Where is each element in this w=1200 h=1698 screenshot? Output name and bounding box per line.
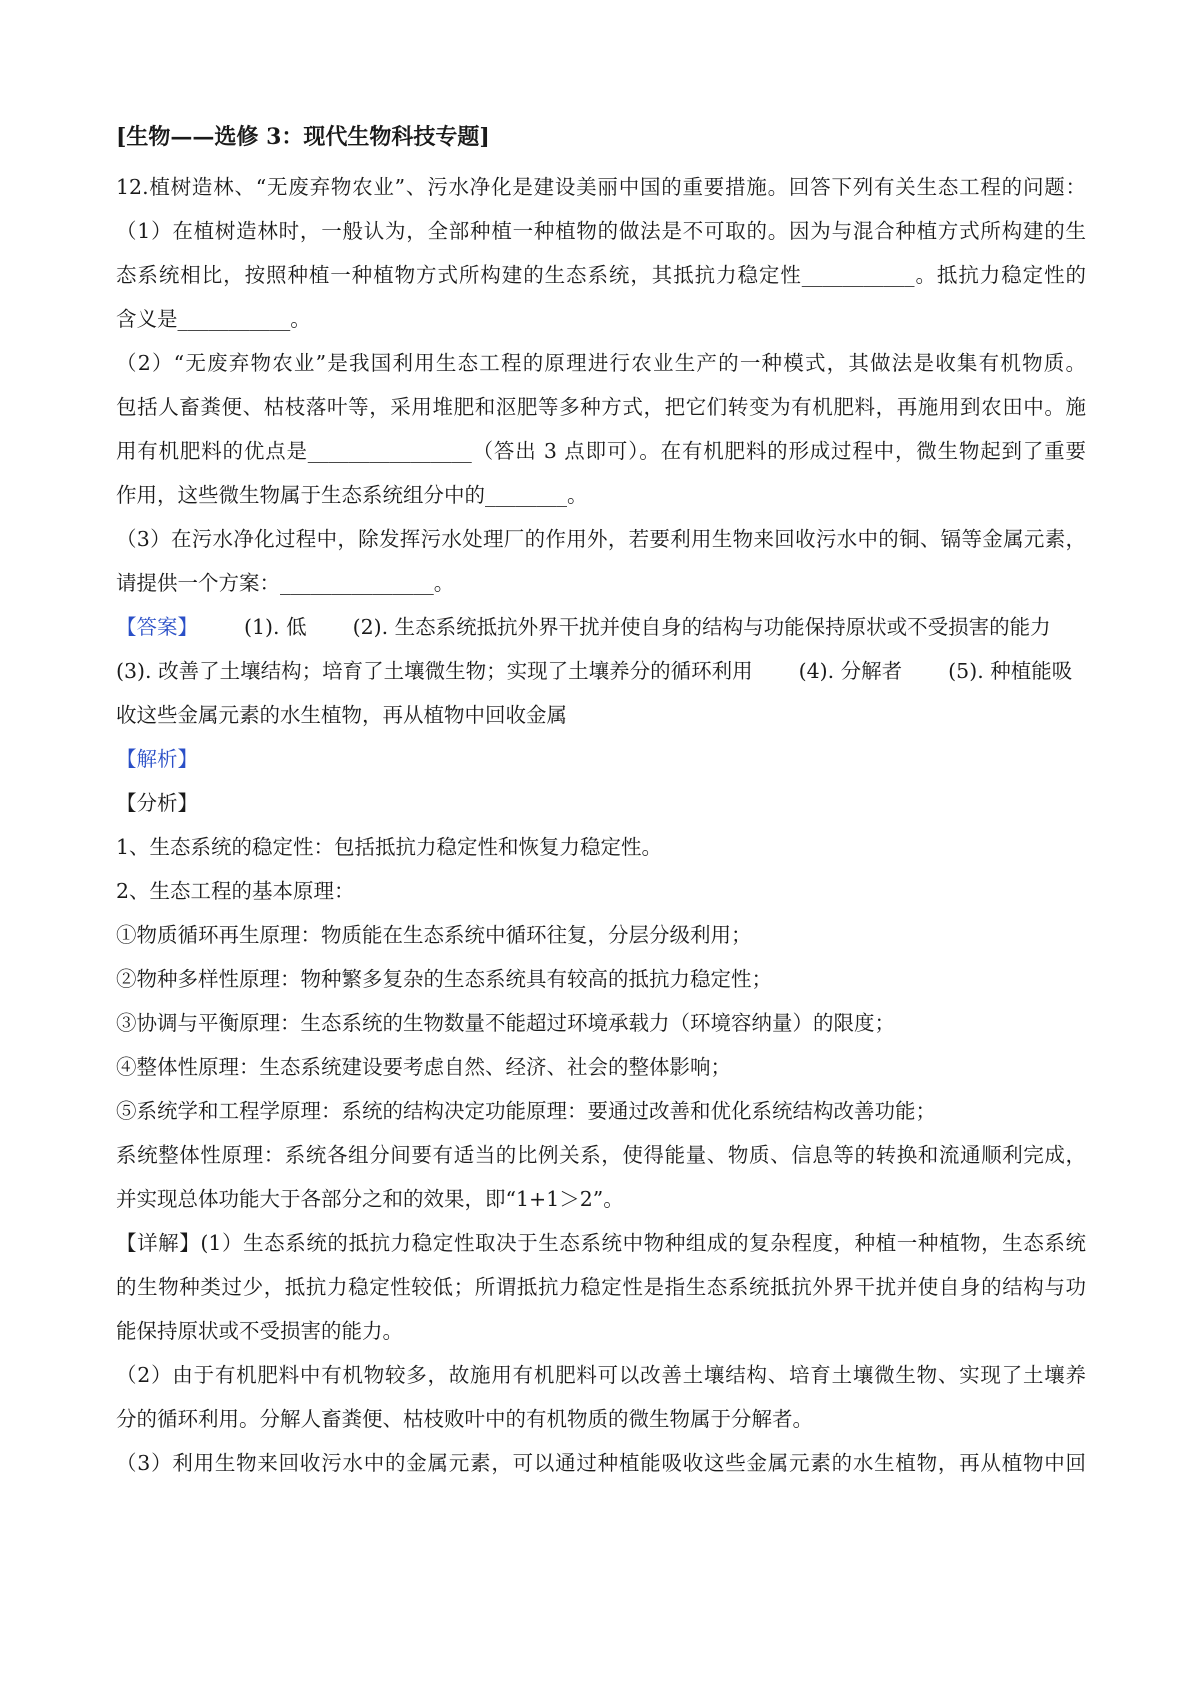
detail-line-1: 【详解】(1）生态系统的抵抗力稳定性取决于生态系统中物种组成的复杂程度，种植一种植物，生态系统 <box>116 1231 1086 1255</box>
fenxi-para-5: ③协调与平衡原理：生态系统的生物数量不能超过环境承载力（环境容纳量）的限度； <box>116 1011 895 1035</box>
detail-line-6: （3）利用生物来回收污水中的金属元素，可以通过种植能吸收这些金属元素的水生植物，再从植物中回 <box>116 1451 1086 1475</box>
answer-line-3: 收这些金属元素的水生植物，再从植物中回收金属 <box>116 703 567 727</box>
detail-line-2: 的生物种类过少，抵抗力稳定性较低；所谓抵抗力稳定性是指生态系统抵抗外界干扰并使自身的结构与功 <box>116 1275 1086 1299</box>
fenxi-para-7: ⑤系统学和工程学原理：系统的结构决定功能原理：要通过改善和优化系统结构改善功能； <box>116 1099 936 1123</box>
fenxi-label: 【分析】 <box>116 791 198 815</box>
detail-line-5: 分的循环利用。分解人畜粪便、枯枝败叶中的有机物质的微生物属于分解者。 <box>116 1407 813 1431</box>
detail-line-3: 能保持原状或不受损害的能力。 <box>116 1319 403 1343</box>
answer-2: (2). 生态系统抵抗外界干扰并使自身的结构与功能保持原状或不受损害的能力 <box>352 615 1051 639</box>
question-line-1: 12.植树造林、“无废弃物农业”、污水净化是建设美丽中国的重要措施。回答下列有关生态工程的问题： <box>116 175 1086 199</box>
answer-line-2 <box>116 656 1086 686</box>
fenxi-para-2: 2、生态工程的基本原理： <box>116 879 355 903</box>
section-title: [生物——选修 3：现代生物科技专题] <box>116 124 490 150</box>
fenxi-para-4: ②物种多样性原理：物种繁多复杂的生态系统具有较高的抵抗力稳定性； <box>116 967 772 991</box>
question-line-3: 态系统相比，按照种植一种植物方式所构建的生态系统，其抵抗力稳定性___________。抵抗力稳定性的 <box>116 263 1086 287</box>
question-line-4: 含义是___________。 <box>116 307 311 331</box>
question-line-10: 请提供一个方案：_______________。 <box>116 571 455 595</box>
fenxi-para-1: 1、生态系统的稳定性：包括抵抗力稳定性和恢复力稳定性。 <box>116 835 663 859</box>
answer-5: (5). 种植能吸 <box>948 659 1073 683</box>
fenxi-para-6: ④整体性原理：生态系统建设要考虑自然、经济、社会的整体影响； <box>116 1055 731 1079</box>
detail-line-4: （2）由于有机肥料中有机物较多，故施用有机肥料可以改善土壤结构、培育土壤微生物、实现了土壤养 <box>116 1363 1086 1387</box>
fenxi-para-3: ①物质循环再生原理：物质能在生态系统中循环往复，分层分级利用； <box>116 923 752 947</box>
analysis-label: 【解析】 <box>116 747 198 771</box>
answer-4: (4). 分解者 <box>798 659 903 683</box>
answer-3: (3). 改善了土壤结构；培育了土壤微生物；实现了土壤养分的循环利用 <box>116 659 753 683</box>
question-line-2: （1）在植树造林时，一般认为，全部种植一种植物的做法是不可取的。因为与混合种植方式所构建的生 <box>116 219 1086 243</box>
answer-1: (1). 低 <box>244 615 307 639</box>
fenxi-para-9: 并实现总体功能大于各部分之和的效果，即“1+1＞2”。 <box>116 1187 624 1211</box>
question-line-6: 包括人畜粪便、枯枝落叶等，采用堆肥和沤肥等多种方式，把它们转变为有机肥料，再施用到农田中。施 <box>116 395 1086 419</box>
answer-line-1 <box>116 612 1086 642</box>
question-line-8: 作用，这些微生物属于生态系统组分中的________。 <box>116 483 588 507</box>
fenxi-para-8: 系统整体性原理：系统各组分间要有适当的比例关系，使得能量、物质、信息等的转换和流通顺利完成， <box>116 1143 1086 1167</box>
answer-label: 【答案】 <box>116 615 198 639</box>
question-line-9: （3）在污水净化过程中，除发挥污水处理厂的作用外，若要利用生物来回收污水中的铜、镉等金属元素， <box>116 527 1086 551</box>
question-line-7: 用有机肥料的优点是________________（答出 3 点即可）。在有机肥料的形成过程中，微生物起到了重要 <box>116 439 1086 463</box>
question-line-5: （2）“无废弃物农业”是我国利用生态工程的原理进行农业生产的一种模式，其做法是收集有机物质。 <box>116 351 1086 375</box>
